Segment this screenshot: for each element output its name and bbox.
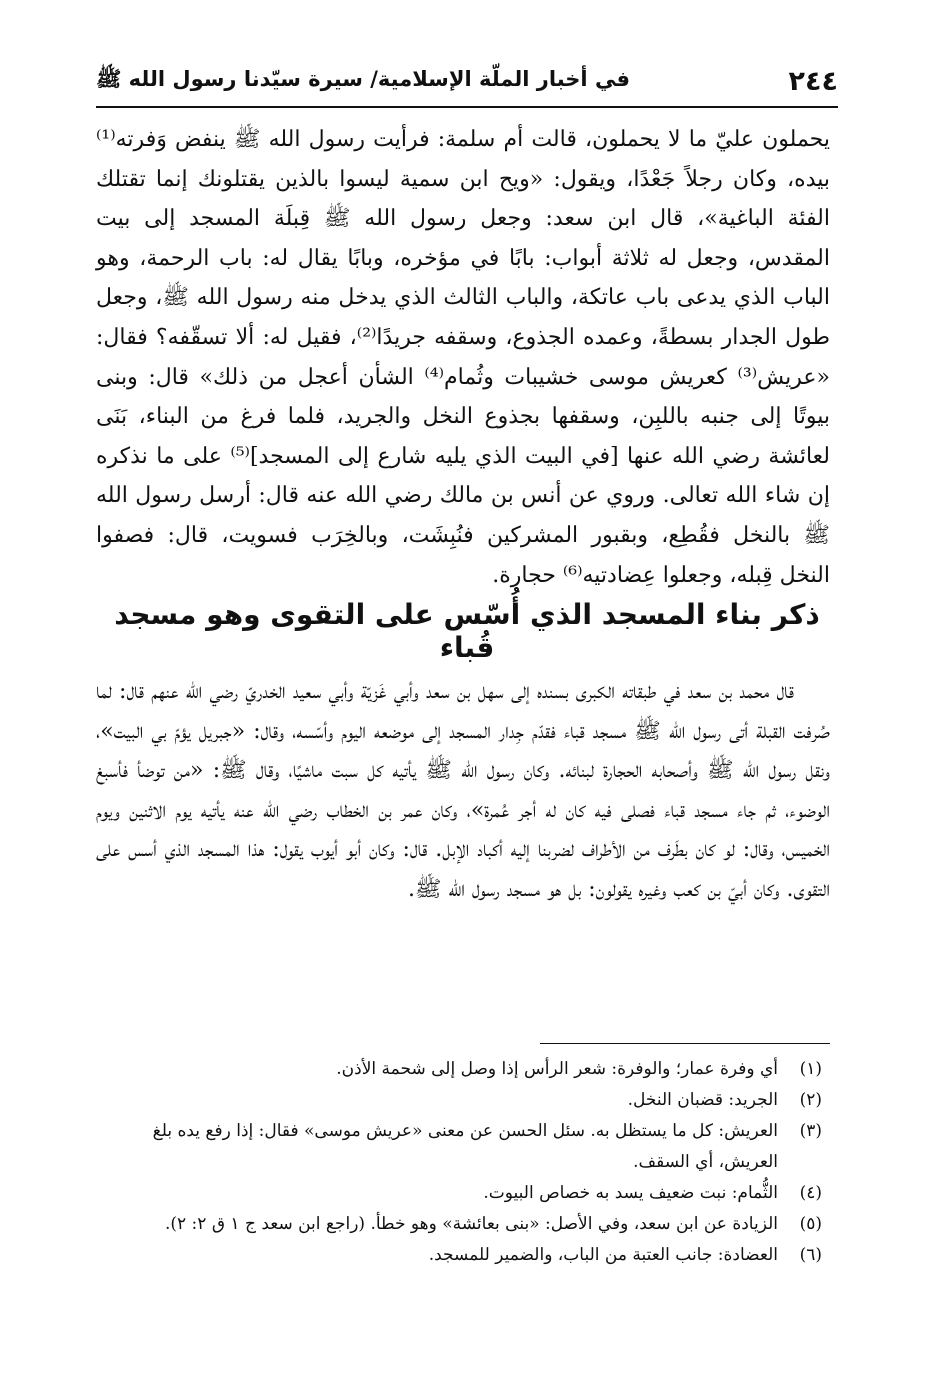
footnote-text: الثُّمام: نبت ضعيف يسد به خصاص البيوت. — [483, 1183, 778, 1203]
footnote-2 — [96, 1085, 822, 1116]
footnote-number: (٢) — [799, 1090, 822, 1110]
footnote-rule — [540, 1043, 830, 1044]
footnote-text: الجريد: قضبان النخل. — [627, 1090, 778, 1110]
page-header — [96, 58, 838, 104]
footnote-number: (٥) — [799, 1214, 822, 1234]
section-heading: ذكر بناء المسجد الذي أُسّس على التقوى وهو مسجد قُباء — [114, 598, 820, 664]
footnote-number: (٤) — [799, 1183, 822, 1203]
footnote-text: أي وفرة عمار؛ والوفرة: شعر الرأس إذا وصل إلى شحمة الأذن. — [336, 1059, 778, 1079]
footnotes-list — [96, 1054, 822, 1271]
footnote-1 — [96, 1054, 822, 1085]
body-paragraph-1: يحملون عليّ ما لا يحملون، قالت أم سلمة: فرأيت رسول الله ﷺ ينفض وَفرته⁽¹⁾ بيده، وكان رجلاً جَعْدًا، ويقول: «ويح ابن سمية ليسوا بالذين يقتلونك إنما تقتلك الفئة الباغية»، قال ابن سعد: وجعل رسول الله ﷺ قِبلَة المسجد إلى بيت المقدس، وجعل له ثلاثة أبواب: بابًا في مؤخره، وبابًا يقال له: باب الرحمة، وهو الباب الذي يدعى باب عاتكة، والباب الثالث الذي يدخل منه رسول الله ﷺ، وجعل طول الجدار بسطةً، وعمده الجذوع، وسقفه جريدًا⁽²⁾، فقيل له: ألا تسقّفه؟ فقال: «عريش⁽³⁾ كعريش موسى خشيبات وثُمام⁽⁴⁾ الشأن أعجل من ذلك» قال: وبنى بيوتًا إلى جنبه باللبِن، وسقفها بجذوع النخل والجريد، فلما فرغ من البناء، بَنَى لعائشة رضي الله عنها [في البيت الذي يليه شارع إلى المسجد]⁽⁵⁾ على ما نذكره إن شاء الله تعالى. وروي عن أنس بن مالك رضي الله عنه قال: أرسل رسول الله ﷺ بالنخل فقُطِع، وبقبور المشركين فنُبِشَت، وبالخِرَب فسويت، قال: فصفوا النخل قِبله، وجعلوا عِضادتيه⁽⁶⁾ حجارة. — [96, 127, 830, 588]
footnote-5 — [96, 1209, 822, 1240]
footnote-number: (١) — [799, 1059, 822, 1079]
footnote-6 — [96, 1240, 822, 1271]
footnote-text: الزيادة عن ابن سعد، وفي الأصل: «بنى بعائشة» وهو خطأ. (راجع ابن سعد ج ١ ق ٢: ٢). — [164, 1214, 778, 1234]
footnote-text: العريش: كل ما يستظل به. سئل الحسن عن معنى «عريش موسى» فقال: إذا رفع يده بلغ العريش، أي السقف. — [152, 1121, 778, 1172]
footnote-number: (٣) — [799, 1121, 822, 1141]
footnote-3 — [96, 1116, 822, 1178]
header-rule — [96, 106, 838, 108]
footnote-4 — [96, 1178, 822, 1209]
running-head: في أخبار الملّة الإسلامية/ سيرة سيّدنا رسول الله ﷺ — [96, 66, 630, 91]
body-paragraph-2: قال محمد بن سعد في طبقاته الكبرى بسنده إلى سهل بن سعد وأبي غَزيّة وأبي سعيد الخدريّ رضي الله عنهم قال: لما صُرفت القبلة أتى رسول الله ﷺ مسجد قباء فقدّم جِدار المسجد إلى موضعه اليوم وأسّسه، وقال: «جبريل يؤمّ بي البيت»، ونقل رسول الله ﷺ وأصحابه الحجارة لبنائه. وكان رسول الله ﷺ يأتيه كل سبت ماشيًا، وقال ﷺ: «من توضأ فأسبغ الوضوء، ثم جاء مسجد قباء فصلى فيه كان له أجر عُمرة»، وكان عمر بن الخطاب رضي الله عنه يأتيه يوم الاثنين ويوم الخميس، وقال: لو كان بطَرف من الأطراف لضربنا إليه أكباد الإبل. قال: وكان أبو أيوب يقول: هذا المسجد الذي أسس على التقوى. وكان أبيّ بن كعب وغيره يقولون: بل هو مسجد رسول الله ﷺ. — [96, 679, 831, 902]
page-number: ٢٤٤ — [788, 65, 838, 97]
footnote-number: (٦) — [799, 1245, 822, 1265]
footnote-text: العضادة: جانب العتبة من الباب، والضمير للمسجد. — [428, 1245, 778, 1265]
